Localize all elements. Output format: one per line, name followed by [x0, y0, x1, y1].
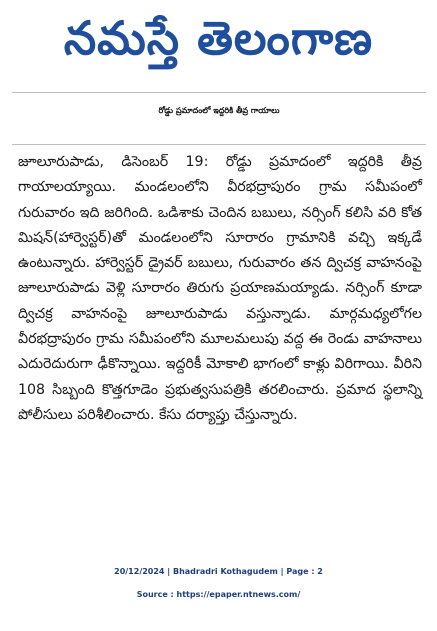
article-paragraph: జూలూరుపాడు, డిసెంబర్ 19: రోడ్డు ప్రమాదంలో ఇద్దరికి తీవ్ర గాయాలయ్యాయి. మండలంలోని వీరభద్రాపురం గ్రామ సమీపంలో గురువారం ఇది జరిగింది. ఒడిశాకు చెందిన బబులు, నర్సింగ్ కలిసి వరి కోత మిషన్(హార్వెస్టర్)తో మండలంలోని సూరారం గ్రామానికి వచ్చి ఇక్కడే ఉంటున్నారు. హార్వెస్టర్ డ్రైవర్ బబులు, గురువారం తన ద్విచక్ర వాహనంపై జూలూరుపాడు వెళ్లి సూరారం తిరుగు ప్రయాణమయ్యాడు. నర్సింగ్ కూడా ద్విచక్ర వాహనంపై జూలూరుపాడు వస్తున్నాడు. మార్గమధ్యలోగల వీరభద్రాపురం గ్రామ సమీపంలోని మూలమలుపు వద్ద ఈ రెండు వాహనాలు ఎదురెదురుగా ఢీకొన్నాయి. ఇద్దరికీ మోకాలి భాగంలో కాళ్లు విరిగాయి. వీరిని 108 సిబ్బంది కొత్తగూడెం ప్రభుత్వసుపత్రికి తరలించారు. ప్రమాద స్థలాన్ని పోలీసులు పరిశీలించారు. కేసు దర్యాప్తు చేస్తున్నారు.	[18, 154, 422, 423]
top-divider	[12, 92, 426, 93]
article-headline: రోడ్డు ప్రమాదంలో ఇద్దరికి తీవ్ర గాయాలు	[158, 106, 280, 115]
edition-info: 20/12/2024 | Bhadradri Kothagudem | Page : 2	[114, 567, 323, 576]
newspaper-logo: నమస్తే తెలంగాణ	[63, 11, 374, 65]
masthead	[10, 2, 427, 74]
article-body	[18, 150, 422, 428]
source-link[interactable]: Source : https://epaper.ntnews.com/	[136, 590, 301, 599]
headline-divider	[12, 144, 426, 145]
